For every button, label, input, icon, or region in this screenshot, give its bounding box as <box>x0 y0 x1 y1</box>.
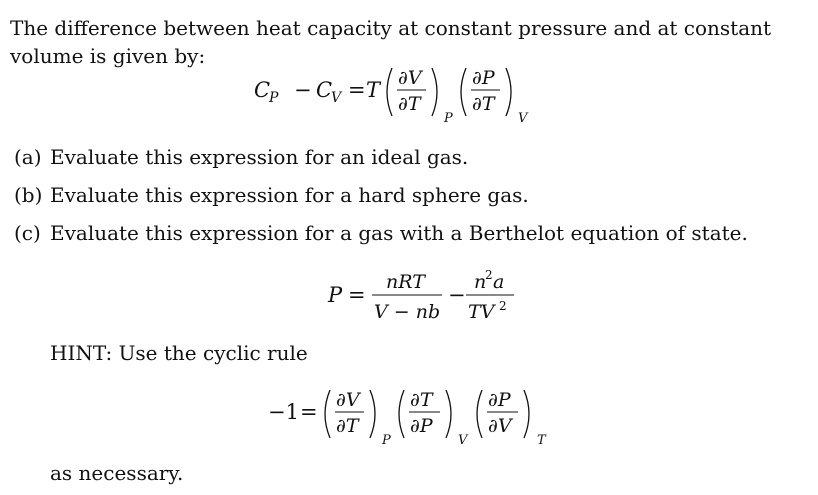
cyclic-rule-equation <box>266 386 576 450</box>
eq-d2-denominator: ∂T <box>472 93 495 115</box>
berthelot-minus: − <box>448 283 466 307</box>
cyclic-d2-numerator: ∂T <box>410 389 433 411</box>
cyclic-d1-left-paren <box>325 390 330 438</box>
eq-cp-subscript: P <box>269 90 279 106</box>
berthelot-term2-n: n <box>474 271 487 293</box>
eq-minus: − <box>294 78 312 102</box>
berthelot-term1-denominator: V − nb <box>374 301 441 323</box>
eq-d1-numerator: ∂V <box>398 67 422 89</box>
cyclic-minus-one: −1 <box>268 400 299 424</box>
cyclic-d3-subscript: T <box>537 433 546 448</box>
part-c-text: Evaluate this expression for a gas with a Berthelot equation of state. <box>50 221 748 245</box>
eq-cp-symbol: C <box>254 78 271 102</box>
cyclic-d3-left-paren <box>477 390 482 438</box>
eq-temperature-factor: T <box>366 78 381 102</box>
cyclic-equals: = <box>300 400 318 424</box>
eq-d2-numerator: ∂P <box>472 67 495 89</box>
eq-d1-left-paren <box>387 68 392 116</box>
eq-d1-subscript: P <box>444 111 453 126</box>
cyclic-d1-numerator: ∂V <box>336 389 360 411</box>
cyclic-d1-denominator: ∂T <box>336 415 359 437</box>
eq-d1-right-paren <box>432 68 437 116</box>
cyclic-d2-right-paren <box>446 390 451 438</box>
eq-d2-right-paren <box>506 68 511 116</box>
berthelot-term2-v-exponent: 2 <box>499 299 507 313</box>
eq-d2-subscript: V <box>518 111 528 126</box>
part-b-label: (b) <box>14 183 43 207</box>
eq-equals: = <box>348 78 366 102</box>
eq-d1-denominator: ∂T <box>398 93 421 115</box>
part-c <box>14 220 748 246</box>
cyclic-d3-right-paren <box>524 390 529 438</box>
berthelot-equals: = <box>348 283 366 307</box>
berthelot-equation <box>326 266 526 328</box>
berthelot-term2-a: a <box>493 271 505 293</box>
cyclic-d1-right-paren <box>370 390 375 438</box>
closing-text: as necessary. <box>50 461 184 485</box>
cyclic-d2-subscript: V <box>458 433 468 448</box>
cyclic-d3-denominator: ∂V <box>488 415 512 437</box>
cyclic-d1-subscript: P <box>382 433 391 448</box>
berthelot-term2-n-exponent: 2 <box>485 268 493 282</box>
cyclic-d2-left-paren <box>399 390 404 438</box>
part-a-label: (a) <box>14 145 42 169</box>
eq-cv-subscript: V <box>331 90 342 106</box>
hint-text: HINT: Use the cyclic rule <box>50 341 308 365</box>
heat-capacity-equation <box>250 64 550 128</box>
part-a <box>14 144 468 170</box>
part-c-label: (c) <box>14 221 41 245</box>
cyclic-d3-numerator: ∂P <box>488 389 511 411</box>
berthelot-term2-tv: TV <box>468 301 495 323</box>
eq-cv-symbol: C <box>316 78 333 102</box>
part-b-text: Evaluate this expression for a hard sphere gas. <box>50 183 529 207</box>
part-a-text: Evaluate this expression for an ideal gas. <box>50 145 469 169</box>
part-b <box>14 182 529 208</box>
berthelot-p-symbol: P <box>328 283 343 307</box>
berthelot-term1-numerator: nRT <box>386 271 425 293</box>
intro-paragraph: The difference between heat capacity at constant pressure and at constant volume is given by: <box>10 16 772 68</box>
eq-d2-left-paren <box>461 68 466 116</box>
cyclic-d2-denominator: ∂P <box>410 415 433 437</box>
